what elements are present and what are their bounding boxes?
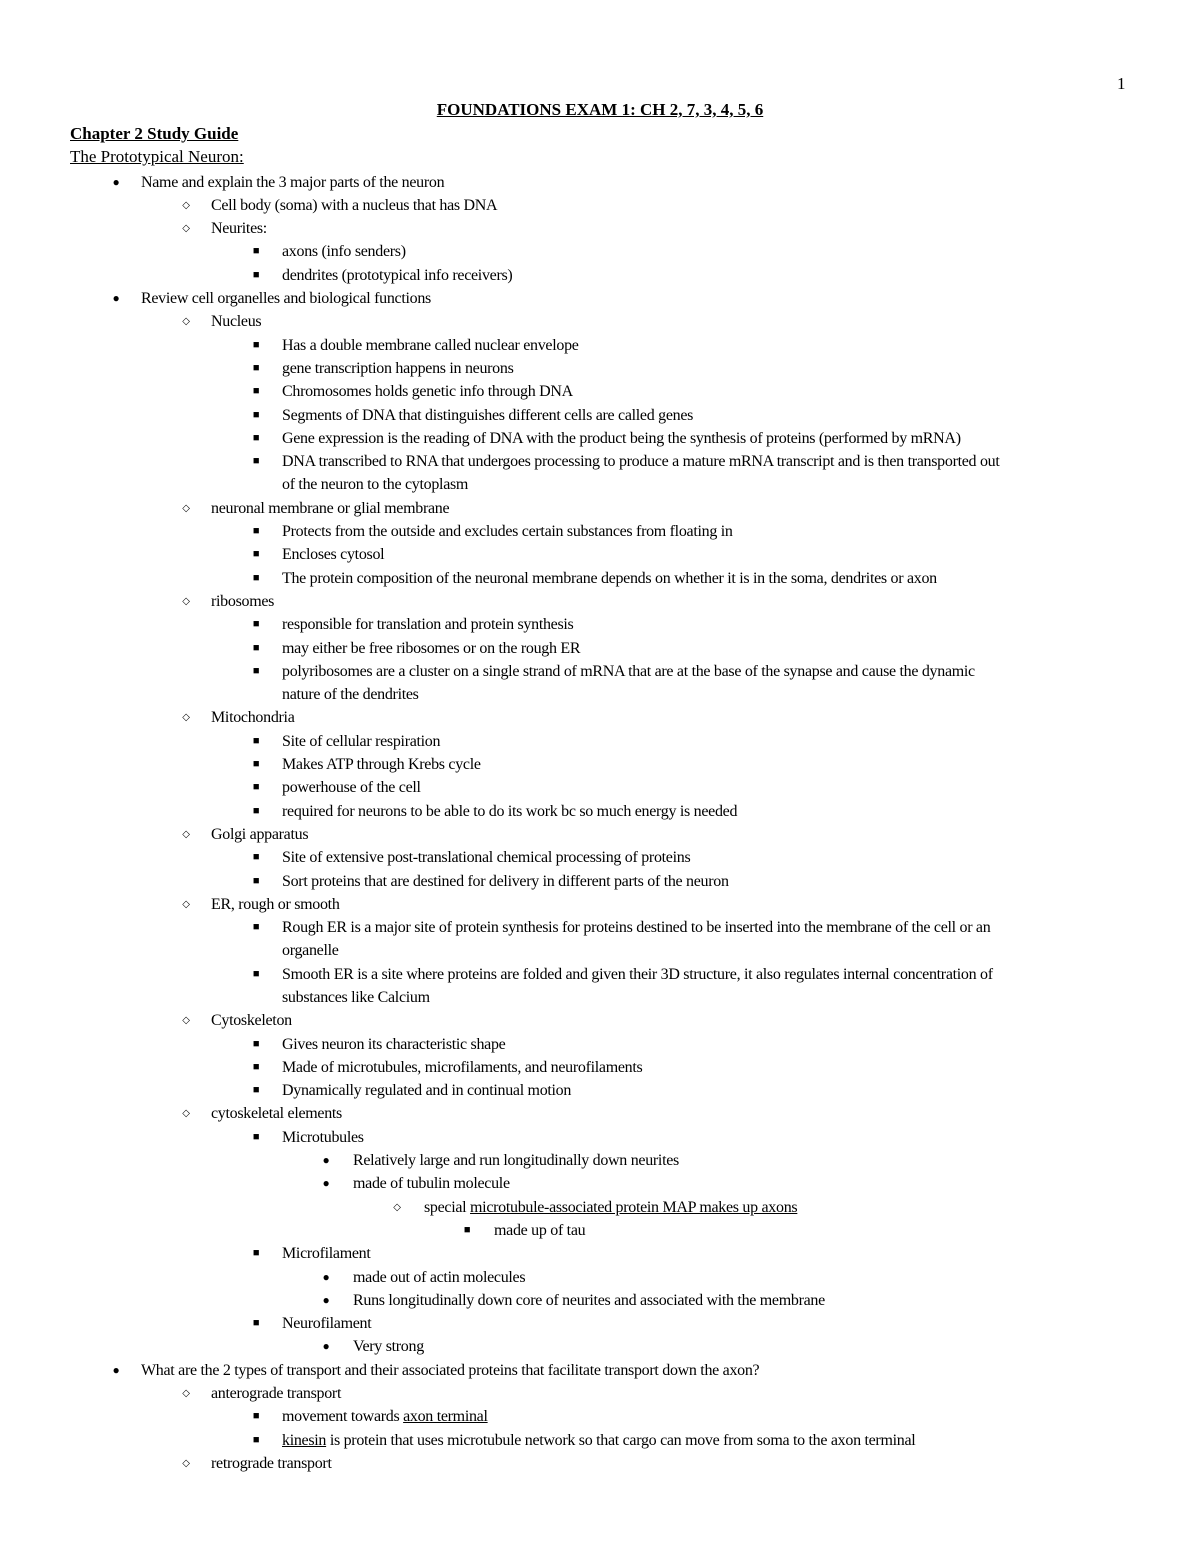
outline-item-text: Runs longitudinally down core of neurites and associated with the membrane xyxy=(353,1291,825,1309)
outline-item-text: Encloses cytosol xyxy=(282,546,385,564)
outline-item xyxy=(70,334,1130,357)
outline-line-continuation xyxy=(70,473,1130,496)
hollow-diamond-bullet-icon: ◇ xyxy=(182,595,190,607)
filled-square-bullet-icon: ■ xyxy=(252,268,260,281)
filled-square-bullet-icon: ■ xyxy=(252,408,260,421)
outline-item xyxy=(70,194,1130,217)
outline-item-text: Makes ATP through Krebs cycle xyxy=(282,756,481,774)
outline-item-text: made of tubulin molecule xyxy=(353,1175,510,1193)
outline-item-text: required for neurons to be able to do its work bc so much energy is needed xyxy=(282,802,738,820)
underlined-term: microtubule-associated protein MAP makes up axons xyxy=(470,1198,798,1216)
outline-item-text: Made of microtubules, microfilaments, and neurofilaments xyxy=(282,1058,643,1076)
outline-item-text: cytoskeletal elements xyxy=(211,1105,342,1123)
outline-item-text: Sort proteins that are destined for delivery in different parts of the neuron xyxy=(282,872,729,890)
outline-item-text: responsible for translation and protein synthesis xyxy=(282,616,574,634)
outline-item-text: Relatively large and run longitudinally down neurites xyxy=(353,1152,679,1170)
outline-item-text: axons (info senders) xyxy=(282,243,406,261)
outline-item-text: Nucleus xyxy=(211,313,262,331)
hollow-diamond-bullet-icon: ◇ xyxy=(182,712,190,724)
outline-item-text: Smooth ER is a site where proteins are folded and given their 3D structure, it also regulates internal concentration of xyxy=(282,965,993,983)
outline-item xyxy=(70,1219,1130,1242)
outline-item xyxy=(70,1452,1130,1475)
outline-item-text: Gives neuron its characteristic shape xyxy=(282,1035,506,1053)
filled-circle-bullet-icon: ● xyxy=(322,1153,330,1168)
outline-item-text: gene transcription happens in neurons xyxy=(282,359,514,377)
hollow-diamond-bullet-icon: ◇ xyxy=(393,1201,401,1213)
outline-item xyxy=(70,590,1130,613)
outline-line-continuation xyxy=(70,683,1130,706)
filled-square-bullet-icon: ■ xyxy=(252,921,260,934)
outline-item xyxy=(70,567,1130,590)
outline-item xyxy=(70,1033,1130,1056)
outline-item xyxy=(70,1242,1130,1265)
outline-item-text: retrograde transport xyxy=(211,1454,332,1472)
page-number: 1 xyxy=(1117,74,1126,93)
outline-item xyxy=(70,1149,1130,1172)
outline-item-text: ribosomes xyxy=(211,592,275,610)
filled-square-bullet-icon: ■ xyxy=(252,361,260,374)
outline-line-continuation xyxy=(70,986,1130,1009)
filled-square-bullet-icon: ■ xyxy=(252,967,260,980)
outline-item xyxy=(70,1382,1130,1405)
hollow-diamond-bullet-icon: ◇ xyxy=(182,316,190,328)
filled-square-bullet-icon: ■ xyxy=(463,1223,471,1236)
outline-item-text: Has a double membrane called nuclear envelope xyxy=(282,336,579,354)
outline-item-text: Review cell organelles and biological functions xyxy=(141,290,431,308)
outline-item-text: Very strong xyxy=(353,1338,424,1356)
hollow-diamond-bullet-icon: ◇ xyxy=(182,1015,190,1027)
filled-circle-bullet-icon: ● xyxy=(322,1269,330,1284)
outline-item xyxy=(70,427,1130,450)
outline-item-text: Name and explain the 3 major parts of the neuron xyxy=(141,173,445,191)
outline-item xyxy=(70,1289,1130,1312)
outline-item-text: Segments of DNA that distinguishes different cells are called genes xyxy=(282,406,694,424)
outline-item-text: special xyxy=(424,1198,471,1216)
outline-item-text: Protects from the outside and excludes certain substances from floating in xyxy=(282,523,733,541)
outline-item-text: Neurofilament xyxy=(282,1315,372,1333)
outline-item xyxy=(70,1056,1130,1079)
filled-square-bullet-icon: ■ xyxy=(252,758,260,771)
outline-item xyxy=(70,380,1130,403)
filled-square-bullet-icon: ■ xyxy=(252,1247,260,1260)
outline-item xyxy=(70,310,1130,333)
outline-item xyxy=(70,1405,1130,1428)
filled-square-bullet-icon: ■ xyxy=(252,245,260,258)
outline-item-text: organelle xyxy=(282,942,339,960)
outline-item-text: anterograde transport xyxy=(211,1385,342,1403)
underlined-term: kinesin xyxy=(282,1431,327,1449)
outline-item xyxy=(70,1079,1130,1102)
filled-square-bullet-icon: ■ xyxy=(252,874,260,887)
outline-item xyxy=(70,963,1130,986)
filled-square-bullet-icon: ■ xyxy=(252,1433,260,1446)
outline-item xyxy=(70,846,1130,869)
hollow-diamond-bullet-icon: ◇ xyxy=(182,898,190,910)
outline-item xyxy=(70,217,1130,240)
outline-item-text: Microtubules xyxy=(282,1128,364,1146)
document-body xyxy=(70,124,1130,1475)
outline-item xyxy=(70,240,1130,263)
outline-item-text: dendrites (prototypical info receivers) xyxy=(282,266,513,284)
filled-square-bullet-icon: ■ xyxy=(252,431,260,444)
filled-square-bullet-icon: ■ xyxy=(252,385,260,398)
filled-square-bullet-icon: ■ xyxy=(252,1130,260,1143)
outline-item-text: Microfilament xyxy=(282,1245,371,1263)
outline-item-text: What are the 2 types of transport and their associated proteins that facilitate transport down the axon? xyxy=(141,1361,760,1379)
outline-item xyxy=(70,1009,1130,1032)
outline-item xyxy=(70,1429,1130,1452)
outline-item xyxy=(70,264,1130,287)
outline-item-text: movement towards xyxy=(282,1408,404,1426)
outline-item xyxy=(70,613,1130,636)
hollow-diamond-bullet-icon: ◇ xyxy=(182,1108,190,1120)
outline-item-text: polyribosomes are a cluster on a single strand of mRNA that are at the base of the synapse and cause the dynamic xyxy=(282,662,975,680)
filled-square-bullet-icon: ■ xyxy=(252,1037,260,1050)
outline-item xyxy=(70,1126,1130,1149)
outline-item xyxy=(70,893,1130,916)
filled-square-bullet-icon: ■ xyxy=(252,525,260,538)
outline-item xyxy=(70,776,1130,799)
outline-item xyxy=(70,287,1130,310)
outline-item-text: may either be free ribosomes or on the rough ER xyxy=(282,639,581,657)
outline-item-text: made out of actin molecules xyxy=(353,1268,526,1286)
outline-item-text: Mitochondria xyxy=(211,709,295,727)
outline-item xyxy=(70,800,1130,823)
outline-item-text: Cytoskeleton xyxy=(211,1012,292,1030)
outline-item xyxy=(70,637,1130,660)
filled-circle-bullet-icon: ● xyxy=(322,1339,330,1354)
outline-item-text: ER, rough or smooth xyxy=(211,895,340,913)
filled-square-bullet-icon: ■ xyxy=(252,734,260,747)
outline-item xyxy=(70,1266,1130,1289)
outline-item xyxy=(70,1102,1130,1125)
filled-square-bullet-icon: ■ xyxy=(252,664,260,677)
outline-item xyxy=(70,357,1130,380)
outline-item-text: DNA transcribed to RNA that undergoes processing to produce a mature mRNA transcript and is then transported out xyxy=(282,453,1000,471)
outline-item xyxy=(70,1359,1130,1382)
outline-item xyxy=(70,706,1130,729)
outline-item-text: Site of extensive post-translational chemical processing of proteins xyxy=(282,849,691,867)
filled-circle-bullet-icon: ● xyxy=(322,1176,330,1191)
hollow-diamond-bullet-icon: ◇ xyxy=(182,199,190,211)
filled-circle-bullet-icon: ● xyxy=(322,1292,330,1307)
outline-item xyxy=(70,753,1130,776)
filled-square-bullet-icon: ■ xyxy=(252,641,260,654)
outline-item-text: Neurites: xyxy=(211,220,267,238)
filled-square-bullet-icon: ■ xyxy=(252,781,260,794)
outline-item-text: of the neuron to the cytoplasm xyxy=(282,476,469,494)
filled-square-bullet-icon: ■ xyxy=(252,1410,260,1423)
outline-item-text: Site of cellular respiration xyxy=(282,732,441,750)
outline-item xyxy=(70,1196,1130,1219)
outline-item xyxy=(70,520,1130,543)
outline-item-text: nature of the dendrites xyxy=(282,686,419,704)
outline-item xyxy=(70,823,1130,846)
outline-item-text: The protein composition of the neuronal membrane depends on whether it is in the soma, dendrites or axon xyxy=(282,569,937,587)
outline-item-text: substances like Calcium xyxy=(282,988,430,1006)
hollow-diamond-bullet-icon: ◇ xyxy=(182,502,190,514)
filled-circle-bullet-icon: ● xyxy=(112,174,120,189)
outline-item-text: Dynamically regulated and in continual motion xyxy=(282,1082,572,1100)
hollow-diamond-bullet-icon: ◇ xyxy=(182,1388,190,1400)
filled-square-bullet-icon: ■ xyxy=(252,571,260,584)
outline-item xyxy=(70,497,1130,520)
filled-square-bullet-icon: ■ xyxy=(252,1084,260,1097)
filled-square-bullet-icon: ■ xyxy=(252,548,260,561)
document-title: FOUNDATIONS EXAM 1: CH 2, 7, 3, 4, 5, 6 xyxy=(436,100,764,119)
section-heading: The Prototypical Neuron: xyxy=(70,147,244,167)
filled-circle-bullet-icon: ● xyxy=(112,1362,120,1377)
outline-item xyxy=(70,660,1130,683)
filled-circle-bullet-icon: ● xyxy=(112,291,120,306)
outline-item xyxy=(70,171,1130,194)
filled-square-bullet-icon: ■ xyxy=(252,1060,260,1073)
hollow-diamond-bullet-icon: ◇ xyxy=(182,223,190,235)
filled-square-bullet-icon: ■ xyxy=(252,618,260,631)
outline-item-text: made up of tau xyxy=(494,1221,586,1239)
outline-item-text: Rough ER is a major site of protein synthesis for proteins destined to be inserted into the membrane of the cell or an xyxy=(282,919,991,937)
outline-line-continuation xyxy=(70,939,1130,962)
filled-square-bullet-icon: ■ xyxy=(252,804,260,817)
outline-item xyxy=(70,1335,1130,1358)
outline-item xyxy=(70,916,1130,939)
outline-item-text: Golgi apparatus xyxy=(211,825,309,843)
outline-item xyxy=(70,1172,1130,1195)
filled-square-bullet-icon: ■ xyxy=(252,851,260,864)
outline-item xyxy=(70,870,1130,893)
filled-square-bullet-icon: ■ xyxy=(252,455,260,468)
hollow-diamond-bullet-icon: ◇ xyxy=(182,828,190,840)
outline-item xyxy=(70,543,1130,566)
underlined-term: axon terminal xyxy=(403,1408,488,1426)
outline-item-text: powerhouse of the cell xyxy=(282,779,421,797)
filled-square-bullet-icon: ■ xyxy=(252,338,260,351)
outline-item xyxy=(70,404,1130,427)
outline-item-text: Gene expression is the reading of DNA with the product being the synthesis of proteins (performed by mRNA) xyxy=(282,429,961,447)
chapter-heading: Chapter 2 Study Guide xyxy=(70,124,239,143)
study-guide-outline xyxy=(70,171,1130,1476)
outline-item xyxy=(70,1312,1130,1335)
hollow-diamond-bullet-icon: ◇ xyxy=(182,1457,190,1469)
outline-item xyxy=(70,450,1130,473)
outline-item-text: Cell body (soma) with a nucleus that has DNA xyxy=(211,196,498,214)
outline-item-text: Chromosomes holds genetic info through DNA xyxy=(282,383,573,401)
outline-item-text: is protein that uses microtubule network so that cargo can move from soma to the axon terminal xyxy=(326,1431,916,1449)
filled-square-bullet-icon: ■ xyxy=(252,1317,260,1330)
outline-item-text: neuronal membrane or glial membrane xyxy=(211,499,450,517)
outline-item xyxy=(70,730,1130,753)
